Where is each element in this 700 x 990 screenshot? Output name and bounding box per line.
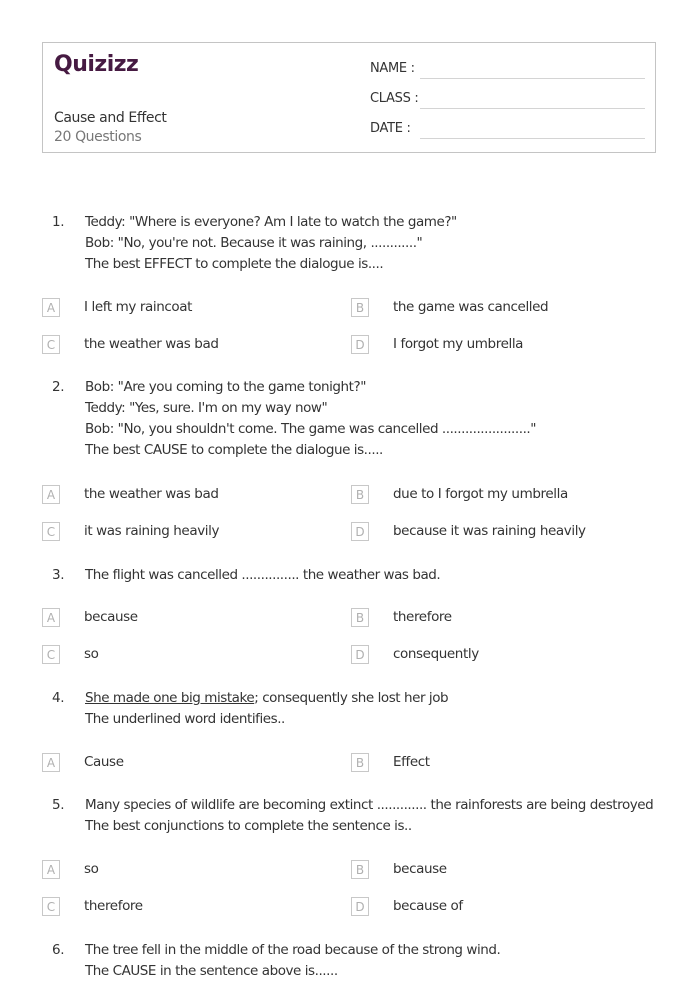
name-label: NAME : xyxy=(370,61,415,76)
question-line: Many species of wildlife are becoming extinct ............. the rainforests are being destroyed xyxy=(85,797,654,813)
question-text xyxy=(85,940,500,982)
option-letter-box: A xyxy=(42,753,60,772)
question-line: Teddy: "Where is everyone? Am I late to watch the game?" xyxy=(85,214,457,230)
option-text: I left my raincoat xyxy=(84,299,193,315)
question-number: 2. xyxy=(52,379,65,395)
question-line: The best CAUSE to complete the dialogue is..... xyxy=(85,442,383,458)
question-line: Bob: "No, you're not. Because it was raining, ............" xyxy=(85,235,423,251)
question-text xyxy=(85,688,448,730)
question-line: The tree fell in the middle of the road because of the strong wind. xyxy=(85,942,501,958)
question-text xyxy=(85,565,440,586)
question-line: The best EFFECT to complete the dialogue is.... xyxy=(85,256,384,272)
option-text: because it was raining heavily xyxy=(393,523,586,539)
option-text: I forgot my umbrella xyxy=(393,336,524,352)
question-line: The underlined word identifies.. xyxy=(85,711,285,727)
question-number: 5. xyxy=(52,797,65,813)
option-letter-box: B xyxy=(351,753,369,772)
option-text: Effect xyxy=(393,754,430,770)
question-line xyxy=(85,688,448,709)
option-text: it was raining heavily xyxy=(84,523,220,539)
question-line-rest: ; consequently she lost her job xyxy=(254,690,449,706)
quizizz-logo: Quizizz xyxy=(54,52,139,77)
question-line: The flight was cancelled ............... the weather was bad. xyxy=(85,567,441,583)
class-field[interactable] xyxy=(420,108,645,109)
option-letter-box: D xyxy=(351,522,369,541)
date-field[interactable] xyxy=(420,138,645,139)
question-number: 3. xyxy=(52,567,65,583)
option-letter-box: A xyxy=(42,485,60,504)
question-text xyxy=(85,377,536,461)
option-text: therefore xyxy=(84,898,143,914)
class-label: CLASS : xyxy=(370,91,419,106)
name-field[interactable] xyxy=(420,78,645,79)
option-letter-box: D xyxy=(351,335,369,354)
option-text: the weather was bad xyxy=(84,486,219,502)
option-letter-box: C xyxy=(42,335,60,354)
option-text: the weather was bad xyxy=(84,336,219,352)
option-text: consequently xyxy=(393,646,479,662)
option-letter-box: C xyxy=(42,645,60,664)
question-number: 4. xyxy=(52,690,65,706)
question-line: The CAUSE in the sentence above is...... xyxy=(85,963,338,979)
question-line: Bob: "No, you shouldn't come. The game was cancelled ......................." xyxy=(85,421,537,437)
option-letter-box: D xyxy=(351,645,369,664)
option-text: because xyxy=(84,609,138,625)
option-letter-box: C xyxy=(42,522,60,541)
option-text: because xyxy=(393,861,447,877)
option-letter-box: A xyxy=(42,608,60,627)
question-line: Teddy: "Yes, sure. I'm on my way now" xyxy=(85,400,328,416)
option-text: so xyxy=(84,861,99,877)
option-text: so xyxy=(84,646,99,662)
question-line: The best conjunctions to complete the sentence is.. xyxy=(85,818,412,834)
worksheet-header xyxy=(42,42,656,153)
date-label: DATE : xyxy=(370,121,411,136)
option-text: the game was cancelled xyxy=(393,299,549,315)
option-letter-box: B xyxy=(351,298,369,317)
question-line: Bob: "Are you coming to the game tonight?" xyxy=(85,379,366,395)
option-text: Cause xyxy=(84,754,124,770)
option-letter-box: B xyxy=(351,485,369,504)
option-letter-box: D xyxy=(351,897,369,916)
question-number: 6. xyxy=(52,942,65,958)
question-text xyxy=(85,212,457,275)
question-count: 20 Questions xyxy=(54,129,142,145)
option-text: because of xyxy=(393,898,463,914)
worksheet-title: Cause and Effect xyxy=(54,110,167,126)
option-letter-box: C xyxy=(42,897,60,916)
option-letter-box: A xyxy=(42,298,60,317)
option-text: therefore xyxy=(393,609,452,625)
option-letter-box: A xyxy=(42,860,60,879)
underlined-phrase: She made one big mistake xyxy=(85,690,255,706)
option-letter-box: B xyxy=(351,860,369,879)
option-text: due to I forgot my umbrella xyxy=(393,486,568,502)
option-letter-box: B xyxy=(351,608,369,627)
question-number: 1. xyxy=(52,214,65,230)
question-text xyxy=(85,795,653,837)
